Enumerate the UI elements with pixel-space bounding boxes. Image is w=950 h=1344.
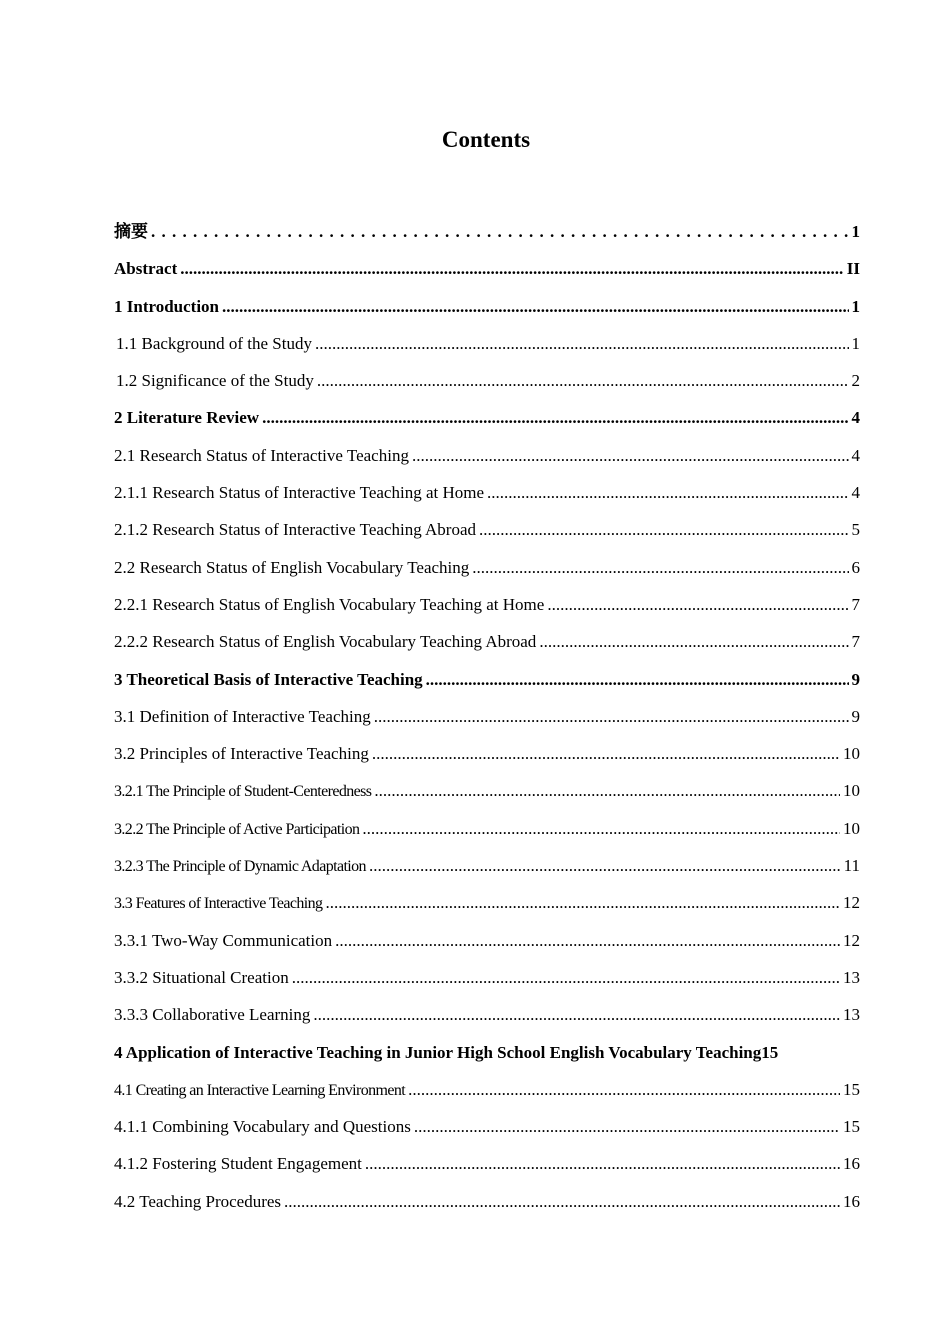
toc-dot-leader bbox=[414, 1108, 840, 1145]
toc-entry[interactable] bbox=[114, 362, 860, 399]
toc-entry[interactable] bbox=[114, 884, 860, 921]
toc-entry-label: 2.1 Research Status of Interactive Teaching bbox=[114, 445, 409, 465]
toc-dot-leader bbox=[313, 996, 840, 1033]
toc-page-number: 13 bbox=[843, 1005, 860, 1025]
toc-dot-leader bbox=[412, 437, 849, 474]
toc-dot-leader bbox=[222, 288, 848, 325]
toc-entry[interactable] bbox=[114, 996, 860, 1033]
toc-dot-leader bbox=[479, 511, 849, 548]
toc-entry-label: 3.2.2 The Principle of Active Participation bbox=[114, 820, 360, 838]
toc-entry[interactable] bbox=[114, 549, 860, 586]
toc-entry-label: 2.1.2 Research Status of Interactive Teaching Abroad bbox=[114, 520, 476, 540]
toc-page-number: 16 bbox=[843, 1154, 860, 1174]
toc-entry-label: 3.3.2 Situational Creation bbox=[114, 967, 289, 987]
toc-entry[interactable] bbox=[114, 810, 860, 847]
toc-dot-leader bbox=[372, 735, 840, 772]
table-of-contents bbox=[114, 213, 860, 1220]
toc-page-number: II bbox=[846, 259, 860, 279]
toc-entry[interactable] bbox=[114, 1034, 860, 1071]
toc-entry[interactable] bbox=[114, 586, 860, 623]
toc-page-number: 7 bbox=[851, 594, 860, 614]
toc-entry[interactable] bbox=[114, 1108, 860, 1145]
toc-page-number: 7 bbox=[851, 632, 860, 652]
toc-entry[interactable] bbox=[114, 474, 860, 511]
toc-page-number: 4 bbox=[851, 408, 860, 428]
toc-entry[interactable] bbox=[114, 661, 860, 698]
toc-page-number: 4 bbox=[851, 445, 860, 465]
toc-entry[interactable] bbox=[114, 325, 860, 362]
toc-page-number: 1 bbox=[851, 296, 860, 316]
toc-entry-label: 3.3.3 Collaborative Learning bbox=[114, 1005, 311, 1025]
toc-entry[interactable] bbox=[114, 959, 860, 996]
toc-entry[interactable] bbox=[114, 922, 860, 959]
toc-page-number: 5 bbox=[851, 520, 860, 540]
toc-page-number: 10 bbox=[843, 781, 860, 801]
toc-dot-leader bbox=[315, 325, 849, 362]
toc-entry-label: 4.1.1 Combining Vocabulary and Questions bbox=[114, 1117, 411, 1137]
toc-page-number: 1 bbox=[851, 222, 860, 241]
toc-entry[interactable] bbox=[114, 847, 860, 884]
toc-entry-label: 1 Introduction bbox=[114, 296, 220, 316]
toc-dot-leader bbox=[284, 1183, 840, 1220]
toc-entry-label: 2.1.1 Research Status of Interactive Teaching at Home bbox=[114, 483, 485, 503]
toc-page-number: 9 bbox=[851, 669, 860, 689]
toc-entry-label: 2.2.1 Research Status of English Vocabulary Teaching at Home bbox=[114, 594, 545, 614]
toc-entry[interactable] bbox=[114, 772, 860, 809]
toc-entry-label: 3.2.3 The Principle of Dynamic Adaptation bbox=[114, 858, 366, 876]
toc-dot-leader bbox=[180, 250, 844, 287]
toc-entry-label: 2.2.2 Research Status of English Vocabulary Teaching Abroad bbox=[114, 632, 537, 652]
toc-entry-label: 2 Literature Review bbox=[114, 408, 260, 428]
toc-page-number: 4 bbox=[851, 483, 860, 503]
toc-dot-leader bbox=[539, 623, 848, 660]
toc-dot-leader bbox=[374, 698, 849, 735]
toc-entry[interactable] bbox=[114, 735, 860, 772]
toc-page-number: 10 bbox=[843, 818, 860, 838]
toc-dot-leader bbox=[335, 922, 840, 959]
toc-entry-label: 3.3 Features of Interactive Teaching bbox=[114, 895, 323, 913]
toc-entry[interactable] bbox=[114, 511, 860, 548]
toc-entry-label: 3.2 Principles of Interactive Teaching bbox=[114, 744, 369, 764]
toc-page-number: 9 bbox=[851, 706, 860, 726]
toc-entry[interactable] bbox=[114, 698, 860, 735]
toc-entry-label: 3.1 Definition of Interactive Teaching bbox=[114, 706, 371, 726]
toc-page-number: 12 bbox=[843, 893, 860, 913]
toc-page-number: 10 bbox=[843, 744, 860, 764]
toc-page-number: 15 bbox=[843, 1117, 860, 1137]
toc-page-number: 16 bbox=[843, 1191, 860, 1211]
toc-page-number: 15 bbox=[843, 1079, 860, 1099]
toc-entry-label: Abstract bbox=[114, 259, 178, 279]
toc-entry[interactable] bbox=[114, 1183, 860, 1220]
toc-dot-leader bbox=[547, 586, 848, 623]
toc-entry[interactable] bbox=[114, 288, 860, 325]
toc-entry-label: 4.1.2 Fostering Student Engagement bbox=[114, 1154, 362, 1174]
toc-dot-leader bbox=[374, 772, 840, 809]
toc-dot-leader bbox=[325, 884, 840, 921]
toc-page-number: 11 bbox=[843, 856, 860, 876]
toc-entry[interactable] bbox=[114, 1071, 860, 1108]
toc-entry-label: 4.2 Teaching Procedures bbox=[114, 1191, 282, 1211]
toc-entry[interactable] bbox=[114, 1145, 860, 1182]
toc-page-number: 1 bbox=[851, 333, 860, 353]
toc-page-number: 12 bbox=[843, 930, 860, 950]
toc-dot-leader bbox=[426, 661, 849, 698]
page-title: Contents bbox=[441, 127, 531, 152]
toc-dot-leader bbox=[365, 1145, 840, 1182]
toc-entry-label: 2.2 Research Status of English Vocabulary Teaching bbox=[114, 557, 470, 577]
toc-entry[interactable] bbox=[114, 213, 860, 250]
toc-entry-label: 摘要 bbox=[114, 222, 148, 241]
toc-dot-leader bbox=[317, 362, 849, 399]
toc-dot-leader bbox=[408, 1071, 840, 1108]
toc-page-number: 2 bbox=[851, 371, 860, 391]
toc-dot-leader bbox=[262, 399, 848, 436]
toc-entry[interactable] bbox=[114, 623, 860, 660]
toc-entry[interactable] bbox=[114, 250, 860, 287]
toc-dot-leader bbox=[292, 959, 840, 996]
toc-entry[interactable] bbox=[114, 437, 860, 474]
toc-entry-label: 3.3.1 Two-Way Communication bbox=[114, 930, 333, 950]
toc-entry-label: 3 Theoretical Basis of Interactive Teaching bbox=[114, 669, 423, 689]
toc-dot-leader bbox=[472, 549, 848, 586]
toc-entry-label: 1.2 Significance of the Study bbox=[116, 371, 314, 391]
toc-dot-leader bbox=[151, 213, 849, 250]
toc-page-number: 13 bbox=[843, 967, 860, 987]
toc-entry-label: 3.2.1 The Principle of Student-Centeredness bbox=[114, 783, 372, 801]
toc-dot-leader bbox=[369, 847, 841, 884]
toc-entry-label: 1.1 Background of the Study bbox=[116, 333, 312, 353]
toc-dot-leader bbox=[487, 474, 848, 511]
toc-entry-label: 4 Application of Interactive Teaching in Junior High School English Vocabulary Teaching bbox=[114, 1042, 762, 1062]
toc-entry[interactable] bbox=[114, 399, 860, 436]
toc-page-number: 6 bbox=[851, 557, 860, 577]
toc-dot-leader bbox=[362, 810, 840, 847]
toc-entry-label: 4.1 Creating an Interactive Learning Environment bbox=[114, 1081, 406, 1099]
toc-page-number: 15 bbox=[761, 1042, 779, 1062]
